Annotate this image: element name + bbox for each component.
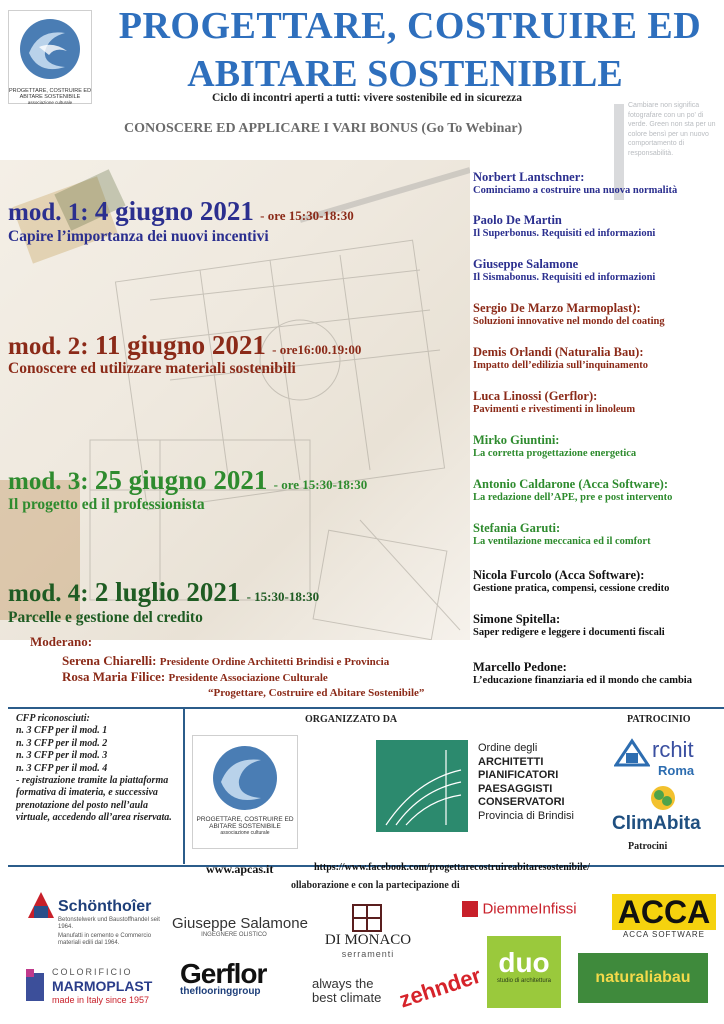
moderator-role: Presidente Ordine Architetti Brindisi e Provincia — [159, 656, 390, 668]
moderator-2 — [62, 669, 328, 685]
patrocinio-label: PATROCINIO — [627, 714, 691, 725]
tagline: Ciclo di incontri aperti a tutti: vivere sostenibile ed in sicurezza — [212, 92, 523, 104]
organizer-label: ORGANIZZATO DA — [305, 714, 398, 725]
module-label: mod. 2: — [8, 333, 89, 360]
speaker-item: Simone Spitella: Saper redigere e leggere i documenti fiscali — [473, 612, 665, 638]
module-date: 11 giugno 2021 — [94, 330, 266, 360]
facebook-link[interactable]: https://www.facebook.com/progettarecostruireabitaresostenibile/ — [314, 862, 590, 873]
acca-logo: ACCA ACCA SOFTWARE — [612, 894, 716, 939]
logo-caption: PROGETTARE, COSTRUIRE ED ABITARE SOSTENIBILE associazione culturale — [8, 88, 92, 105]
module-3-heading — [8, 465, 367, 496]
cfp-line: n. 3 CFP per il mod. 4 — [16, 762, 108, 774]
moderator-role: Presidente Associazione Culturale — [168, 672, 328, 684]
moderator-1 — [62, 653, 389, 669]
module-label: mod. 3: — [8, 468, 89, 495]
module-date: 25 giugno 2021 — [94, 465, 268, 495]
duo-logo: duo studio di architettura — [487, 936, 561, 1008]
ordine-architetti-logo — [376, 740, 468, 832]
speaker-item: Sergio De Marzo Marmoplast): Soluzioni innovative nel mondo del coating — [473, 301, 665, 327]
zehnder-claim: always the best climate — [312, 976, 382, 1005]
archit-roma-logo: rchit Roma — [614, 735, 718, 779]
ordine-architetti-text: Ordine degli ARCHITETTI PIANIFICATORI PAESAGGISTI CONSERVATORI Provincia di Brindisi — [478, 742, 574, 822]
gerflor-logo: Gerflor theflooringgroup — [180, 958, 267, 997]
dimonaco-icon — [352, 904, 382, 932]
speaker-item: Mirko Giuntini: La corretta progettazione energetica — [473, 433, 637, 459]
naturalia-bau-logo: naturaliabau — [578, 953, 708, 1003]
website-link[interactable]: www.apcas.it — [206, 862, 274, 876]
module-4-heading — [8, 577, 319, 608]
module-1-heading — [8, 196, 354, 227]
cfp-box — [16, 713, 181, 825]
module-label: mod. 4: — [8, 580, 89, 607]
speaker-item: Nicola Furcolo (Acca Software): Gestione pratica, compensi, cessione credito — [473, 568, 670, 594]
module-time: - 15:30-18:30 — [246, 589, 320, 604]
speaker-item: Giuseppe Salamone Il Sismabonus. Requisiti ed informazioni — [473, 257, 656, 283]
climabita-logo: ClimAbita — [612, 813, 701, 834]
module-3-subtitle: Il progetto ed il professionista — [8, 496, 205, 513]
module-time: - ore 15:30-18:30 — [273, 477, 368, 492]
module-date: 2 luglio 2021 — [94, 577, 241, 607]
dimonaco-logo: DI MONACO serramenti — [324, 932, 412, 959]
schontholer-logo: Schönthoîer Betonstelwerk und Baustoffhandel seit 1964. Manufatti in cemento e Commercio materiali edili dal 1964. — [24, 888, 174, 958]
page-title-line1: PROGETTARE, COSTRUIRE ED — [118, 5, 702, 47]
module-time: - ore 15:30-18:30 — [260, 208, 354, 223]
cfp-line: n. 3 CFP per il mod. 2 — [16, 737, 108, 749]
module-1-subtitle: Capire l’importanza dei nuovi incentivi — [8, 228, 269, 245]
speaker-item: Demis Orlandi (Naturalia Bau): Impatto dell’edilizia sull’inquinamento — [473, 345, 649, 371]
speaker-item: Paolo De Martin Il Superbonus. Requisiti ed informazioni — [473, 213, 656, 239]
moderator-name: Rosa Maria Filice: — [62, 669, 166, 684]
bonus-heading: CONOSCERE ED APPLICARE I VARI BONUS (Go To Webinar) — [124, 121, 523, 136]
speaker-item: Luca Linossi (Gerflor): Pavimenti e rivestimenti in linoleum — [473, 389, 636, 415]
zehnder-logo: zehnder — [396, 962, 485, 1013]
salamone-logo: Giuseppe Salamone INGEGNERE OLISTICO — [172, 915, 308, 938]
module-2-heading — [8, 330, 361, 361]
cfp-line: n. 3 CFP per il mod. 1 — [16, 725, 108, 737]
moderators-heading: Moderano: — [30, 634, 93, 649]
speaker-item: Antonio Caldarone (Acca Software): La redazione dell’APE, pre e post intervento — [473, 477, 673, 503]
climabita-icon — [646, 783, 680, 813]
speaker-item: Marcello Pedone: L’educazione finanziaria ed il mondo che cambia — [473, 660, 692, 686]
divider — [183, 709, 185, 864]
module-time: - ore16:00.19:00 — [272, 342, 362, 357]
page-title-line2: ABITARE SOSTENIBILE — [187, 53, 623, 95]
moderator-name: Serena Chiarelli: — [62, 653, 157, 668]
speaker-item: Stefania Garuti: La ventilazione meccanica ed il comfort — [473, 521, 651, 547]
cfp-note: - registrazione tramite la piattaforma formativa di imateria, e successiva prenotazione del posto nell’aula virtuale, accedendo all’area riservata. — [16, 775, 172, 824]
diemme-infissi-logo: DiemmeInfissi — [462, 900, 577, 918]
speaker-item: Norbert Lantschner: Cominciamo a costruire una nuova normalità — [473, 170, 678, 196]
module-2-subtitle: Conoscere ed utilizzare materiali sostenibili — [8, 360, 296, 377]
moderator-2-association: “Progettare, Costruire ed Abitare Sostenibile” — [208, 687, 425, 699]
patrocini-footer: Patrocini — [628, 841, 668, 852]
module-date: 4 giugno 2021 — [94, 196, 254, 226]
organizer-logo: PROGETTARE, COSTRUIRE ED ABITARE SOSTENIBILE associazione culturale — [192, 735, 298, 849]
divider — [8, 707, 724, 709]
sidenote: Cambiare non significa fotografare con un po' di verde. Green non sta per un colore bensì per un nuovo comportamento di responsabilità. — [628, 102, 716, 157]
module-4-subtitle: Parcelle e gestione del credito — [8, 609, 203, 626]
sponsors-label: ollaborazione e con la partecipazione di — [291, 880, 460, 891]
module-label: mod. 1: — [8, 199, 89, 226]
cfp-title: CFP riconosciuti: — [16, 713, 90, 724]
cfp-line: n. 3 CFP per il mod. 3 — [16, 750, 108, 762]
marmoplast-logo: COLORIFICIO MARMOPLAST made in Italy since 1957 — [24, 965, 174, 1009]
